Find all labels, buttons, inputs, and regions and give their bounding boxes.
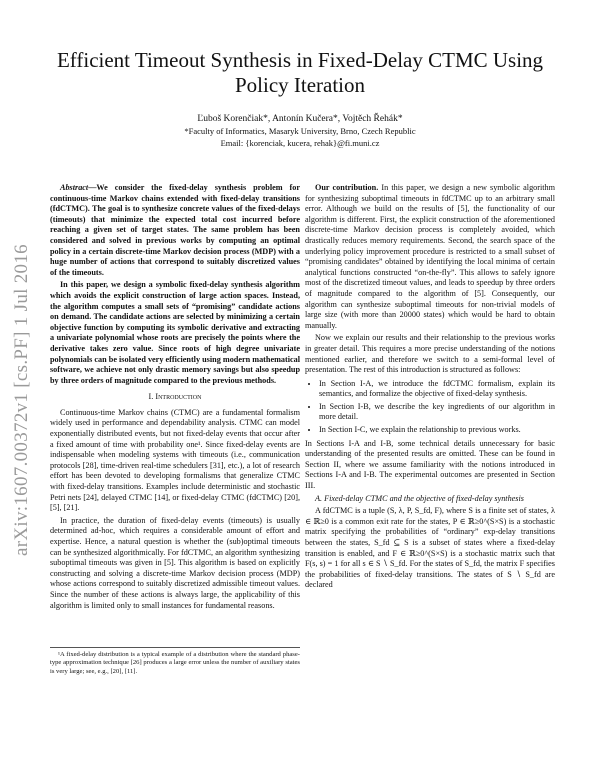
introduction-heading: I. Introduction [148,392,202,402]
structure-list-item: • In Section I-B, we describe the key ingredients of our algorithm in more detail. [319,402,555,423]
footnote [50,647,300,676]
contribution-paragraph [305,183,555,331]
structure-list-item: • In Section I-A, we introduce the fdCTMC formalism, explain its semantics, and formalize the objective of fixed-delay synthesis. [319,379,555,400]
footnote-text: ¹A fixed-delay distribution is a typical example of a distribution where the standard phase-type approximation technique [26] produces a large error unless the number of auxiliary states is very large; see, e.g., [20], [11]. [50,651,300,675]
paper-title: Efficient Timeout Synthesis in Fixed-Delay CTMC Using Policy Iteration [56,48,544,97]
abstract-text-1: —We consider the fixed-delay synthesis problem for continuous-time Markov chains extended with fixed-delay transitions (fdCTMC). The goal is to synthesize concrete values of the fixed-delays (timeouts) that minimize the expected total cost incurred before reaching a given set of target states. The same problem has been considered and solved in previous works by computing an optimal policy in a certain discrete-time Markov decision process (MDP) with a huge number of actions that correspond to suitably discretized values of the timeouts. [50,183,300,277]
paper-authors: Ľuboš Korenčiak*, Antonín Kučera*, Vojtěch Řehák* [197,114,403,124]
fdctmc-definition-paragraph: A fdCTMC is a tuple (S, λ, P, S_fd, F), where S is a finite set of states, λ ∈ ℝ≥0 is a common exit rate for the states, P ∈ ℝ≥0^(S×S) is a stochastic matrix specifying the probabilities of “ordinary” exp-delay transitions between the states, S_fd ⊆ S is a subset of states where a fixed-delay transition is enabled, and F ∈ ℝ≥0^(S×S) is a stochastic matrix such that F(s, s) = 1 for all s ∈ S ∖ S_fd. For the states of S_fd, the matrix F specifies the probabilities of fixed-delay transitions. The states of S ∖ S_fd are declared [305,506,555,590]
contribution-label: Our contribution. [315,183,379,192]
author-email: Email: {korenciak, kucera, rehak}@fi.muni.cz [220,138,380,148]
subsection-a-heading: A. Fixed-delay CTMC and the objective of fixed-delay synthesis [315,493,524,503]
arxiv-identifier-text: arXiv:1607.00372v1 [cs.PF] 1 Jul 2016 [11,244,32,556]
structure-list [305,379,555,436]
arxiv-identifier-stamp [8,200,36,600]
abstract-label: Abstract [60,183,89,192]
right-column [305,183,555,593]
contribution-text: In this paper, we design a new symbolic algorithm for synthesizing suboptimal timeouts in fdCTMC up to an arbitrary small error. Although we build on the results of [5], the functionality of our algorithm is different. First, the explicit construction of the aforementioned discrete-time Markov decision process is completely avoided, which drastically reduces memory requirements. Second, the search space of the underlying policy improvement procedure is restricted to a small subset of “promising candidates” obtained by identifying the local minima of certain analytical functions constructed “on-the-fly”. This allows to safely ignore most of the discretized timeout values, and leads to speedup by three orders of magnitude compared to the algorithm of [5]. Consequently, our algorithm can synthesize suboptimal timeouts for non-trivial models of large size (with more than 20000 states) which would be hard to obtain manually. [305,183,555,330]
intro-paragraph-2: In practice, the duration of fixed-delay events (timeouts) is usually determined ad-hoc, which requires a considerable amount of effort and expertise. Hence, a natural question is whether the (sub)optimal timeouts can be synthesized algorithmically. For fdCTMC, an algorithm synthesizing suboptimal timeouts was given in [5]. This algorithm is based on explicitly constructing and solving a discrete-time Markov decision process (MDP) whose actions correspond to suitably discretized admissible timeout values. Since the number of these actions is always large, the applicability of this algorithm is limited only to small instances for fundamental reasons. [50,515,300,610]
sections-overview-paragraph: In Sections I-A and I-B, some technical details unnecessary for basic understanding of the presented results are omitted. These can be found in Section II, where we assume familiarity with the notions introduced in Sections I-A and I-B. The experimental outcomes are presented in Section III. [305,438,555,491]
structure-list-item: • In Section I-C, we explain the relationship to previous works. [319,425,555,436]
author-affiliation: *Faculty of Informatics, Masaryk University, Brno, Czech Republic [184,126,416,136]
intro-paragraph-1: Continuous-time Markov chains (CTMC) are a fundamental formalism widely used in performance and dependability analysis. CTMC can model exponentially distributed events, but not fixed-delay events that occur after a fixed amount of time with probability one¹. Since fixed-delay events are indispensable when modeling systems with timeouts (i.e., communication protocols [28], time-driven real-time schedulers [31], etc.), a lot of research effort has been devoted to developing formalisms that generalize CTMC with fixed-delay transitions. Examples include deterministic and stochastic Petri nets [24], delayed CTMC [14], or fixed-delay CTMC (fdCTMC) [20], [5], [21]. [50,407,300,513]
structure-paragraph: Now we explain our results and their relationship to the previous works in greater detail. This requires a more precise understanding of the notions mentioned earlier, and therefore we switch to a semi-formal level of presentation. The rest of this introduction is structured as follows: [305,333,555,375]
abstract-paragraph-1 [50,183,300,278]
left-column [50,183,300,613]
abstract-paragraph-2: In this paper, we design a symbolic fixed-delay synthesis algorithm which avoids the explicit construction of large action spaces. Instead, the algorithm computes a small sets of “promising” candidate actions on demand. The candidate actions are selected by minimizing a certain objective function by computing its symbolic derivative and extracting a univariate polynomial whose roots are precisely the points where the derivative takes zero value. Since roots of high degree univariate polynomials can be isolated very efficiently using modern mathematical software, we achieve not only drastic memory savings but also speedup by three orders of magnitude compared to the previous methods. [50,280,300,385]
